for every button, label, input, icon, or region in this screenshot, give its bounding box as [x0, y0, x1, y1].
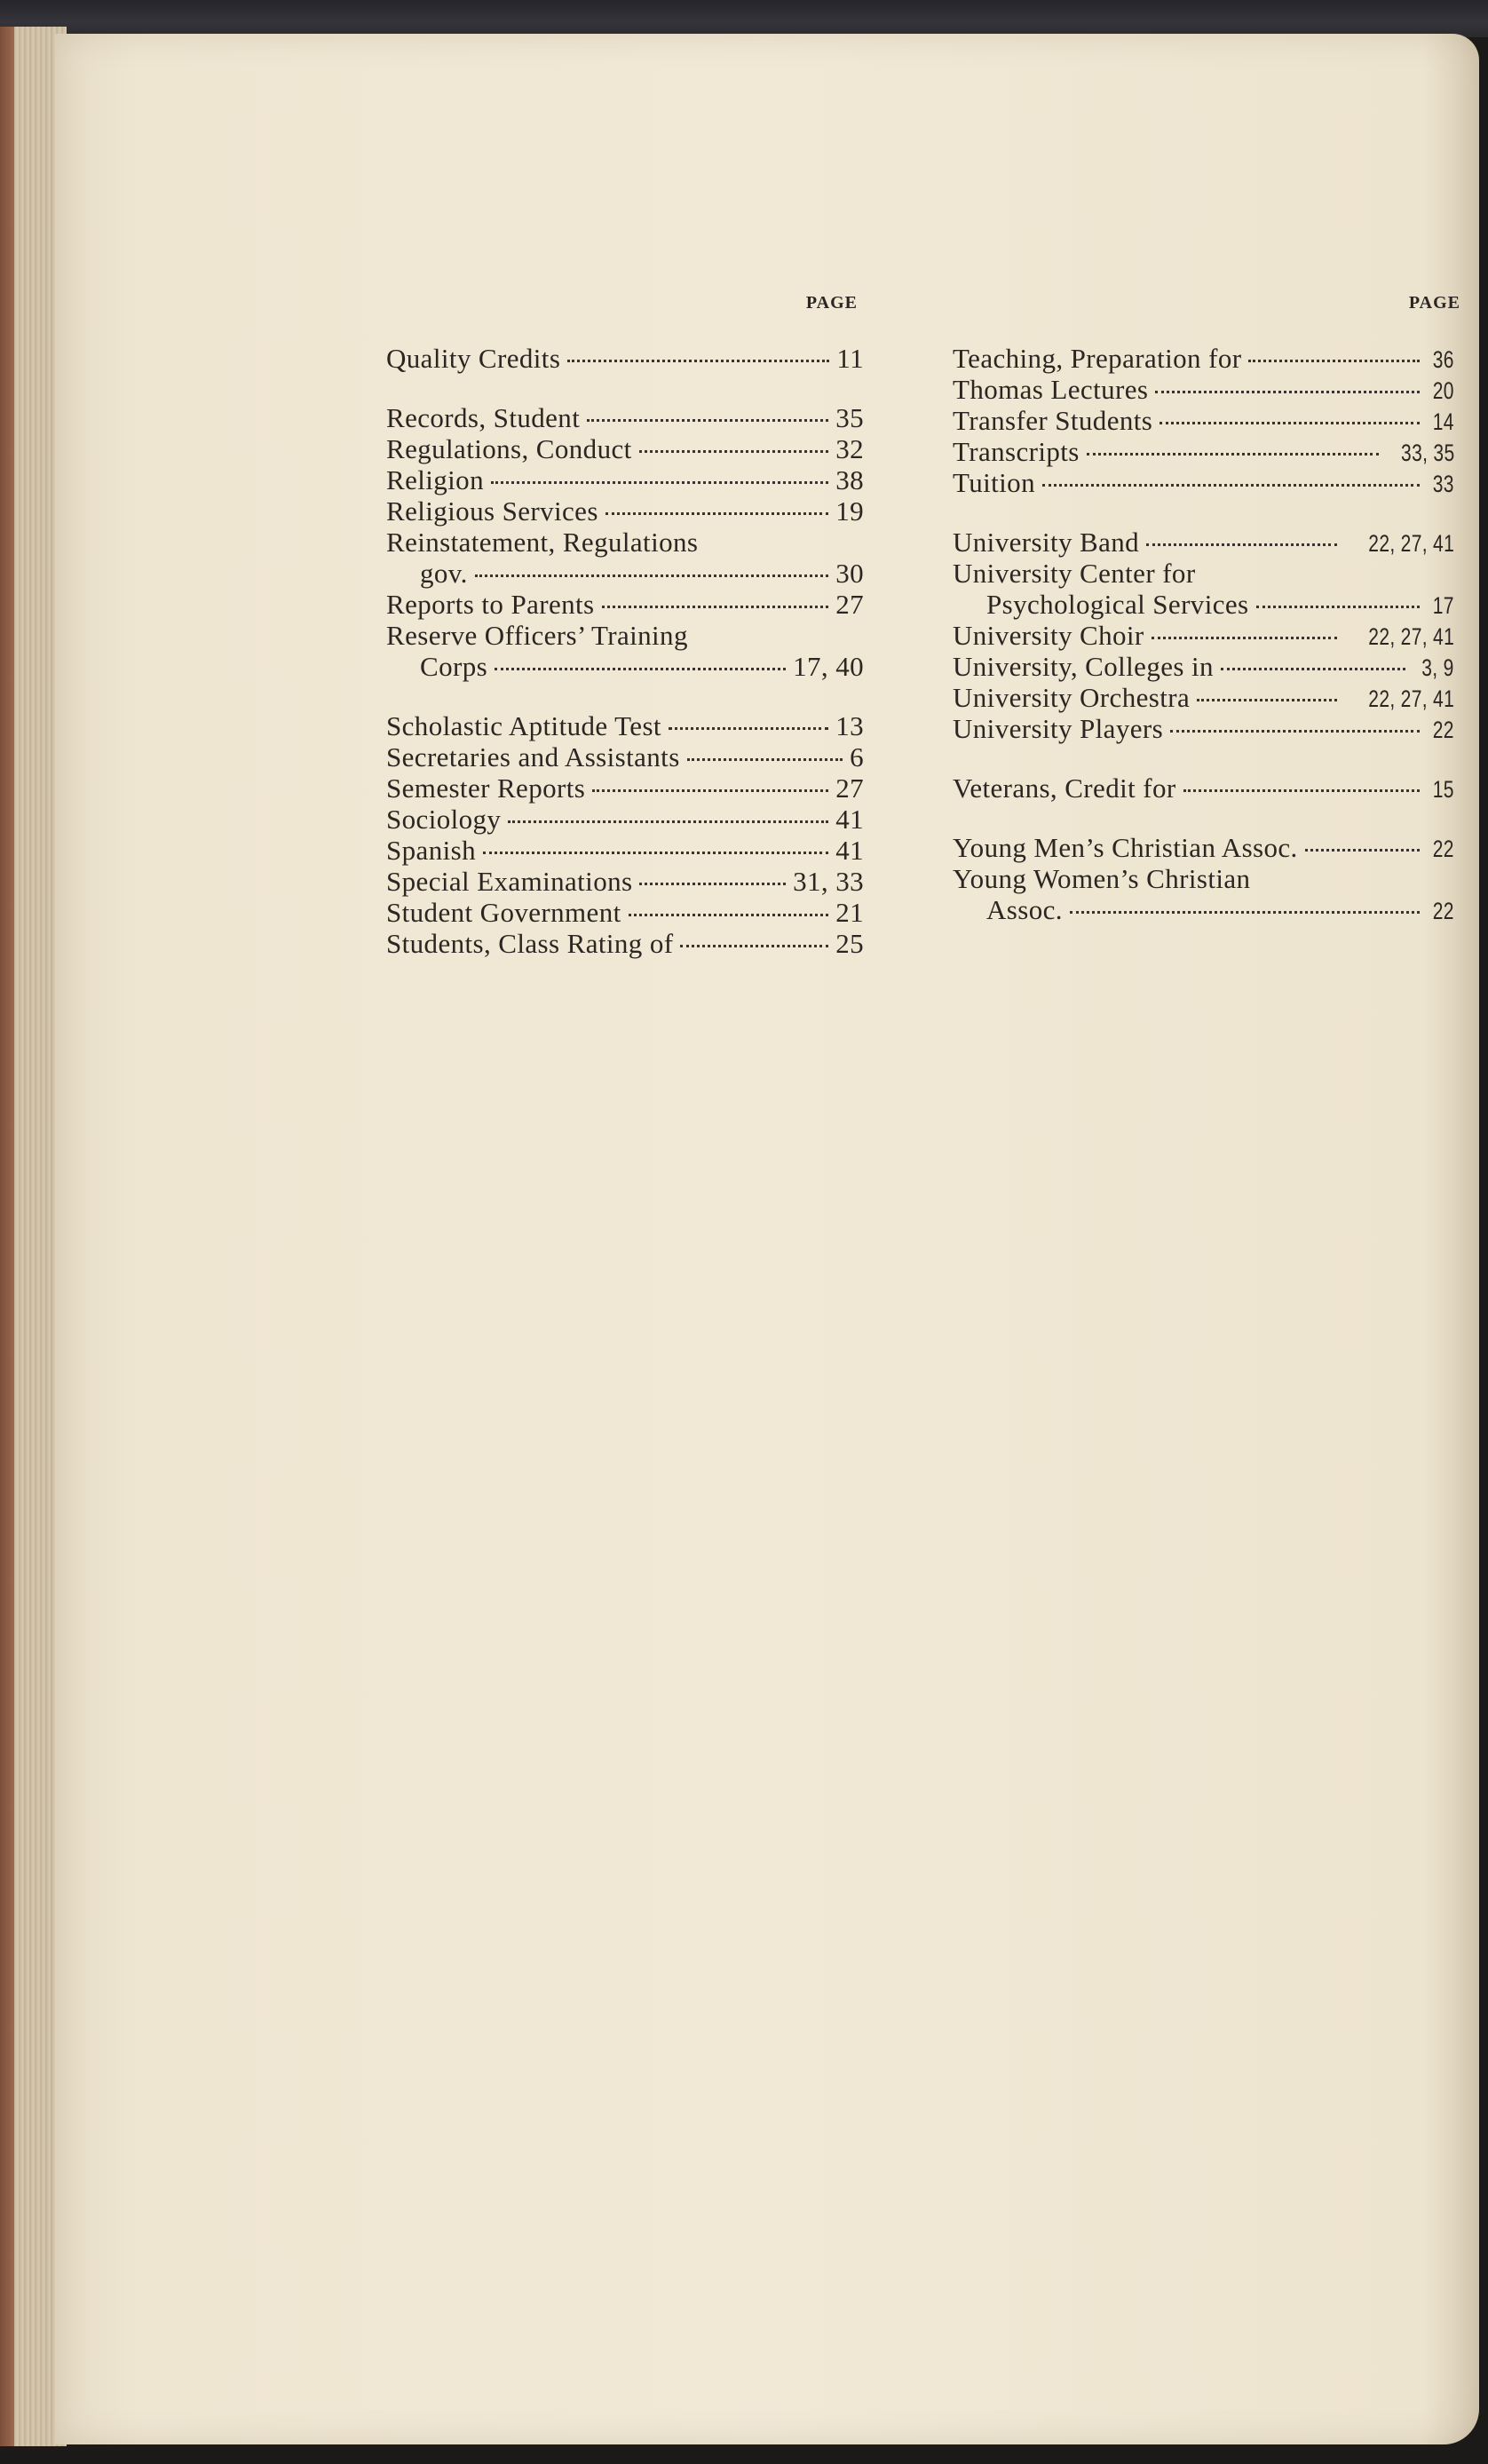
index-entry [386, 527, 864, 558]
index-term: Sociology [386, 804, 502, 835]
index-entry [386, 741, 864, 772]
index-term: Assoc. [986, 894, 1063, 925]
index-entry [386, 710, 864, 741]
index-term: Transfer Students [953, 405, 1153, 436]
index-term: Reserve Officers’ Training [386, 620, 688, 651]
index-term: University Center for [953, 558, 1196, 589]
index-entry [386, 589, 864, 620]
index-entry [953, 832, 1454, 863]
index-term: Students, Class Rating of [386, 928, 674, 959]
page-numbers: 33 [1432, 471, 1454, 497]
index-entry [386, 651, 864, 682]
dot-leader [1152, 637, 1337, 639]
index-term: University Orchestra [953, 682, 1191, 713]
index-term: Tuition [953, 467, 1035, 498]
index-entry [953, 405, 1454, 436]
index-term: Secretaries and Assistants [386, 741, 680, 772]
dot-leader [567, 360, 829, 362]
page-numbers: 27 [835, 589, 864, 620]
index-entry [386, 402, 864, 433]
page-numbers: 22, 27, 41 [1368, 623, 1454, 650]
index-entry [386, 433, 864, 464]
index-term: Student Government [386, 897, 621, 928]
index-entry [953, 620, 1454, 651]
index-entry [386, 928, 864, 959]
index-term: Regulations, Conduct [386, 433, 632, 464]
page-numbers: 14 [1432, 408, 1454, 435]
dot-leader [1305, 849, 1420, 852]
dot-leader [592, 789, 828, 792]
page-column-header: PAGE [1408, 293, 1460, 313]
index-term: Religion [386, 464, 484, 495]
dot-leader [1170, 730, 1420, 733]
index-entry [953, 863, 1454, 894]
page-numbers: 13 [835, 710, 864, 741]
dot-leader [639, 883, 786, 885]
dot-leader [495, 668, 786, 670]
book-cover-edge [0, 0, 1488, 37]
page-numbers: 3, 9 [1421, 654, 1454, 681]
index-entry [386, 897, 864, 928]
page-numbers: 27 [835, 772, 864, 804]
dot-leader [587, 419, 828, 422]
index-term: Veterans, Credit for [953, 772, 1176, 804]
index-term: University Players [953, 713, 1164, 744]
index-entry [953, 894, 1454, 925]
index-term: University, Colleges in [953, 651, 1214, 682]
index-term: Scholastic Aptitude Test [386, 710, 661, 741]
index-term: Records, Student [386, 402, 581, 433]
dot-leader [639, 450, 829, 453]
index-entry [953, 374, 1454, 405]
index-term: Religious Services [386, 495, 598, 527]
dot-leader [1087, 453, 1379, 456]
page-numbers: 33, 35 [1400, 440, 1454, 466]
page-numbers: 15 [1432, 776, 1454, 803]
index-term: Semester Reports [386, 772, 586, 804]
dot-leader [491, 481, 828, 484]
index-term: Young Men’s Christian Assoc. [953, 832, 1298, 863]
page-numbers: 11 [836, 343, 864, 374]
page-numbers: 17 [1432, 592, 1454, 619]
page-numbers: 22 [1432, 717, 1454, 743]
dot-leader [680, 945, 828, 947]
page-numbers: 17, 40 [793, 651, 864, 682]
index-term: Spanish [386, 835, 476, 866]
index-term: Corps [420, 651, 488, 682]
page-numbers: 38 [835, 464, 864, 495]
dot-leader [1256, 606, 1421, 608]
index-entry [386, 804, 864, 835]
index-entry [386, 495, 864, 527]
dot-leader [1248, 360, 1420, 362]
index-entry [386, 772, 864, 804]
page-numbers: 21 [835, 897, 864, 928]
page-numbers: 22 [1432, 836, 1454, 862]
index-entry [953, 343, 1454, 374]
dot-leader [1197, 699, 1337, 701]
dot-leader [475, 574, 828, 577]
page-numbers: 22, 27, 41 [1368, 530, 1454, 557]
dot-leader [687, 758, 843, 761]
index-entry [386, 343, 864, 374]
index-entry [953, 558, 1454, 589]
page-numbers: 41 [835, 804, 864, 835]
dot-leader [602, 606, 829, 608]
dot-leader [1221, 668, 1405, 670]
index-term: Teaching, Preparation for [953, 343, 1242, 374]
index-term: Special Examinations [386, 866, 633, 897]
page-numbers: 19 [835, 495, 864, 527]
page-numbers: 32 [835, 433, 864, 464]
page-numbers: 35 [835, 402, 864, 433]
dot-leader [1070, 911, 1420, 914]
index-entry [953, 436, 1454, 467]
index-entry [386, 835, 864, 866]
index-term: Transcripts [953, 436, 1080, 467]
dot-leader [1183, 789, 1421, 792]
index-term: Quality Credits [386, 343, 561, 374]
page-numbers: 25 [835, 928, 864, 959]
index-entry [953, 713, 1454, 744]
index-term: Psychological Services [986, 589, 1249, 620]
page-numbers: 41 [835, 835, 864, 866]
dot-leader [1155, 391, 1420, 393]
index-entry [386, 866, 864, 897]
index-entry [953, 682, 1454, 713]
page-column-header: PAGE [805, 293, 858, 313]
dot-leader [1042, 484, 1420, 487]
dot-leader [1146, 543, 1337, 546]
dot-leader [605, 512, 828, 515]
dot-leader [629, 914, 829, 916]
index-term: Young Women’s Christian [953, 863, 1251, 894]
page-numbers: 36 [1432, 346, 1454, 373]
index-term: Reports to Parents [386, 589, 595, 620]
page-numbers: 31, 33 [793, 866, 864, 897]
index-entry [386, 620, 864, 651]
index-term: University Band [953, 527, 1140, 558]
index-term: Reinstatement, Regulations [386, 527, 699, 558]
index-entry [953, 527, 1454, 558]
index-entries-right [953, 343, 1454, 925]
index-entries-left [386, 343, 864, 959]
dot-leader [669, 727, 828, 730]
index-entry [953, 772, 1454, 804]
index-entry [953, 589, 1454, 620]
dot-leader [1160, 422, 1420, 424]
page-numbers: 6 [850, 741, 864, 772]
index-term: Thomas Lectures [953, 374, 1149, 405]
index-entry [386, 464, 864, 495]
dot-leader [508, 820, 828, 823]
index-entry [953, 467, 1454, 498]
page-numbers: 22, 27, 41 [1368, 685, 1454, 712]
dot-leader [483, 852, 828, 854]
page-numbers: 22 [1432, 898, 1454, 924]
index-entry [386, 558, 864, 589]
index-term: University Choir [953, 620, 1144, 651]
page-numbers: 30 [835, 558, 864, 589]
page-numbers: 20 [1432, 377, 1454, 404]
index-entry [953, 651, 1454, 682]
index-term: gov. [420, 558, 468, 589]
